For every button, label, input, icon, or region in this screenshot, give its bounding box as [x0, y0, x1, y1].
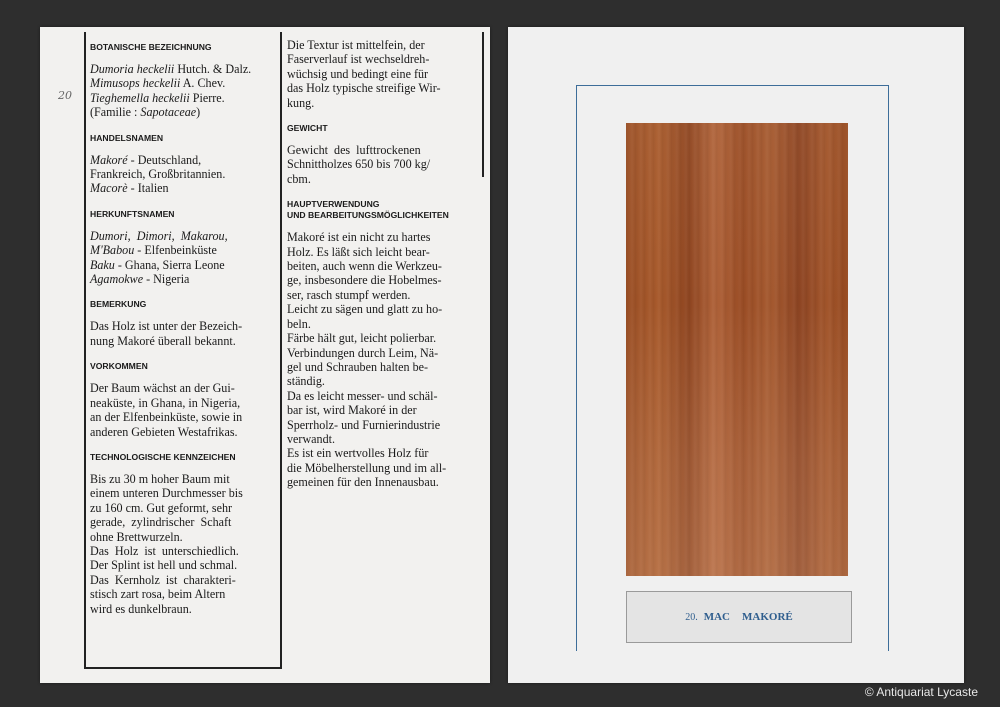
usage-line: ser, rasch stumpf werden. — [287, 287, 411, 302]
bottom-rule — [84, 667, 282, 669]
section-remark — [90, 299, 276, 348]
occurrence-line: Der Baum wächst an der Gui- — [90, 381, 235, 396]
trade-country: - Italien — [127, 181, 169, 196]
heading-usage-line: UND BEARBEITUNGSMÖGLICHKEITEN — [287, 210, 449, 221]
botanical-name: Tieghemella heckelii — [90, 90, 190, 105]
botanical-line — [90, 62, 276, 76]
botanical-line — [90, 91, 276, 105]
usage-line: Es ist ein wertvolles Holz für — [287, 446, 429, 461]
usage-line: gel und Schrauben halten be- — [287, 359, 429, 374]
botanical-line — [90, 76, 276, 90]
usage-line: beiten, auch wenn die Werkzeu- — [287, 259, 442, 274]
trade-name-line — [90, 153, 276, 167]
occurrence-line: anderen Gebieten Westafrikas. — [90, 424, 238, 439]
origin-country: - Ghana, Sierra Leone — [114, 257, 225, 272]
section-botanical — [90, 42, 276, 120]
sample-name: MAKORÉ — [742, 611, 793, 623]
origin-name: Agamokwe — [90, 272, 144, 287]
texture-line: das Holz typische streifige Wir- — [287, 81, 441, 96]
usage-line: Färbe hält gut, leicht polierbar. — [287, 331, 437, 346]
usage-line: Sperrholz- und Furnierindustrie — [287, 417, 441, 432]
usage-line: ge, insbesondere die Hobelmes- — [287, 273, 442, 288]
weight-line: cbm. — [287, 171, 311, 186]
remark-line: nung Makoré überall bekannt. — [90, 333, 236, 348]
texture-line: Faserverlauf ist wechseldreh- — [287, 52, 430, 67]
sample-code: MAC — [703, 611, 731, 623]
usage-line: Da es leicht messer- und schäl- — [287, 388, 438, 403]
tech-line: zu 160 cm. Gut geformt, sehr — [90, 500, 233, 515]
trade-country: - Deutschland, — [127, 152, 202, 167]
trade-name-line — [90, 181, 276, 195]
makore-veneer-sample — [626, 123, 848, 576]
section-usage — [287, 199, 478, 489]
origin-country: - Nigeria — [143, 272, 190, 287]
left-page — [40, 27, 490, 683]
botanical-family — [90, 105, 276, 119]
origin-country: - Elfenbeinküste — [134, 243, 217, 258]
usage-line: ständig. — [287, 374, 325, 389]
origin-name: M'Babou — [90, 243, 135, 258]
botanical-name: Dumoria heckelii — [90, 62, 175, 76]
origin-line — [90, 258, 276, 272]
occurrence-line: an der Elfenbeinküste, sowie in — [90, 410, 243, 425]
heading-trade-names: HANDELSNAMEN — [90, 132, 164, 143]
tech-line: gerade, zylindrischer Schaft — [90, 515, 232, 530]
tech-line: stisch zart rosa, beim Altern — [90, 587, 226, 602]
section-weight — [287, 123, 478, 186]
origin-line — [90, 229, 276, 243]
section-origin-names — [90, 209, 276, 287]
sample-label — [626, 591, 852, 643]
weight-line: Gewicht des lufttrockenen — [287, 143, 421, 158]
column-rule-right — [482, 32, 484, 177]
texture-line: kung. — [287, 95, 315, 110]
usage-line: Verbindungen durch Leim, Nä- — [287, 345, 439, 360]
tech-line: Das Holz ist unterschiedlich. — [90, 543, 239, 558]
column-rule-middle — [280, 32, 282, 668]
heading-usage-line: HAUPTVERWENDUNG — [287, 199, 380, 210]
origin-line — [90, 272, 276, 286]
tech-line: einem unteren Durchmesser bis — [90, 486, 243, 501]
usage-line: beln. — [287, 316, 311, 331]
heading-origin-names: HERKUNFTSNAMEN — [90, 208, 175, 219]
botanical-author: A. Chev. — [180, 76, 226, 91]
remark-line: Das Holz ist unter der Bezeich- — [90, 319, 243, 334]
botanical-name: Mimusops heckelii — [90, 76, 181, 91]
right-text-column — [287, 38, 478, 503]
origin-name: Baku — [90, 257, 115, 272]
tech-line: ohne Brettwurzeln. — [90, 529, 183, 544]
section-technological — [90, 452, 276, 616]
column-rule-left — [84, 32, 86, 668]
heading-usage — [287, 199, 478, 221]
trade-name-line: Frankreich, Großbritannien. — [90, 167, 226, 182]
heading-technological: TECHNOLOGISCHE KENNZEICHEN — [90, 451, 236, 462]
usage-line: Leicht zu sägen und glatt zu ho- — [287, 302, 443, 317]
sample-number: 20. — [685, 612, 698, 623]
handwritten-page-number: 20 — [58, 89, 72, 102]
occurrence-line: neaküste, in Ghana, in Nigeria, — [90, 395, 241, 410]
texture-line: wüchsig und bedingt eine für — [287, 66, 429, 81]
family-suffix: ) — [196, 105, 201, 120]
weight-line: Schnittholzes 650 bis 700 kg/ — [287, 157, 431, 172]
tech-line: Der Splint ist hell und schmal. — [90, 558, 238, 573]
trade-name: Macorè — [90, 181, 128, 196]
usage-line: gemeinen für den Innenausbau. — [287, 475, 439, 490]
botanical-author: Pierre. — [189, 90, 225, 105]
section-occurrence — [90, 361, 276, 439]
heading-botanical: BOTANISCHE BEZEICHNUNG — [90, 42, 212, 52]
tech-line: Bis zu 30 m hoher Baum mit — [90, 471, 230, 486]
usage-line: Makoré ist ein nicht zu hartes — [287, 230, 431, 245]
heading-remark: BEMERKUNG — [90, 299, 147, 310]
usage-line: bar ist, wird Makoré in der — [287, 403, 417, 418]
usage-line: verwandt. — [287, 431, 336, 446]
section-trade-names — [90, 133, 276, 196]
right-page — [508, 27, 964, 683]
tech-line: Das Kernholz ist charakteri- — [90, 572, 236, 587]
texture-line: Die Textur ist mittelfein, der — [287, 38, 425, 52]
left-text-column — [90, 42, 276, 629]
origin-names: Dumori, Dimori, Makarou, — [90, 228, 228, 243]
section-texture — [287, 38, 478, 110]
tech-line: wird es dunkelbraun. — [90, 601, 192, 616]
usage-line: Holz. Es läßt sich leicht bear- — [287, 244, 430, 259]
family-name: Sapotaceae — [140, 105, 197, 120]
heading-occurrence: VORKOMMEN — [90, 361, 148, 372]
origin-line — [90, 243, 276, 257]
copyright-watermark: © Antiquariat Lycaste — [864, 685, 978, 699]
usage-line: die Möbelherstellung und im all- — [287, 460, 447, 475]
botanical-author: Hutch. & Dalz. — [174, 62, 252, 76]
trade-name: Makoré — [90, 152, 128, 167]
family-prefix: (Familie : — [90, 105, 141, 120]
veneer-sheen — [626, 123, 848, 576]
heading-weight: GEWICHT — [287, 123, 328, 134]
